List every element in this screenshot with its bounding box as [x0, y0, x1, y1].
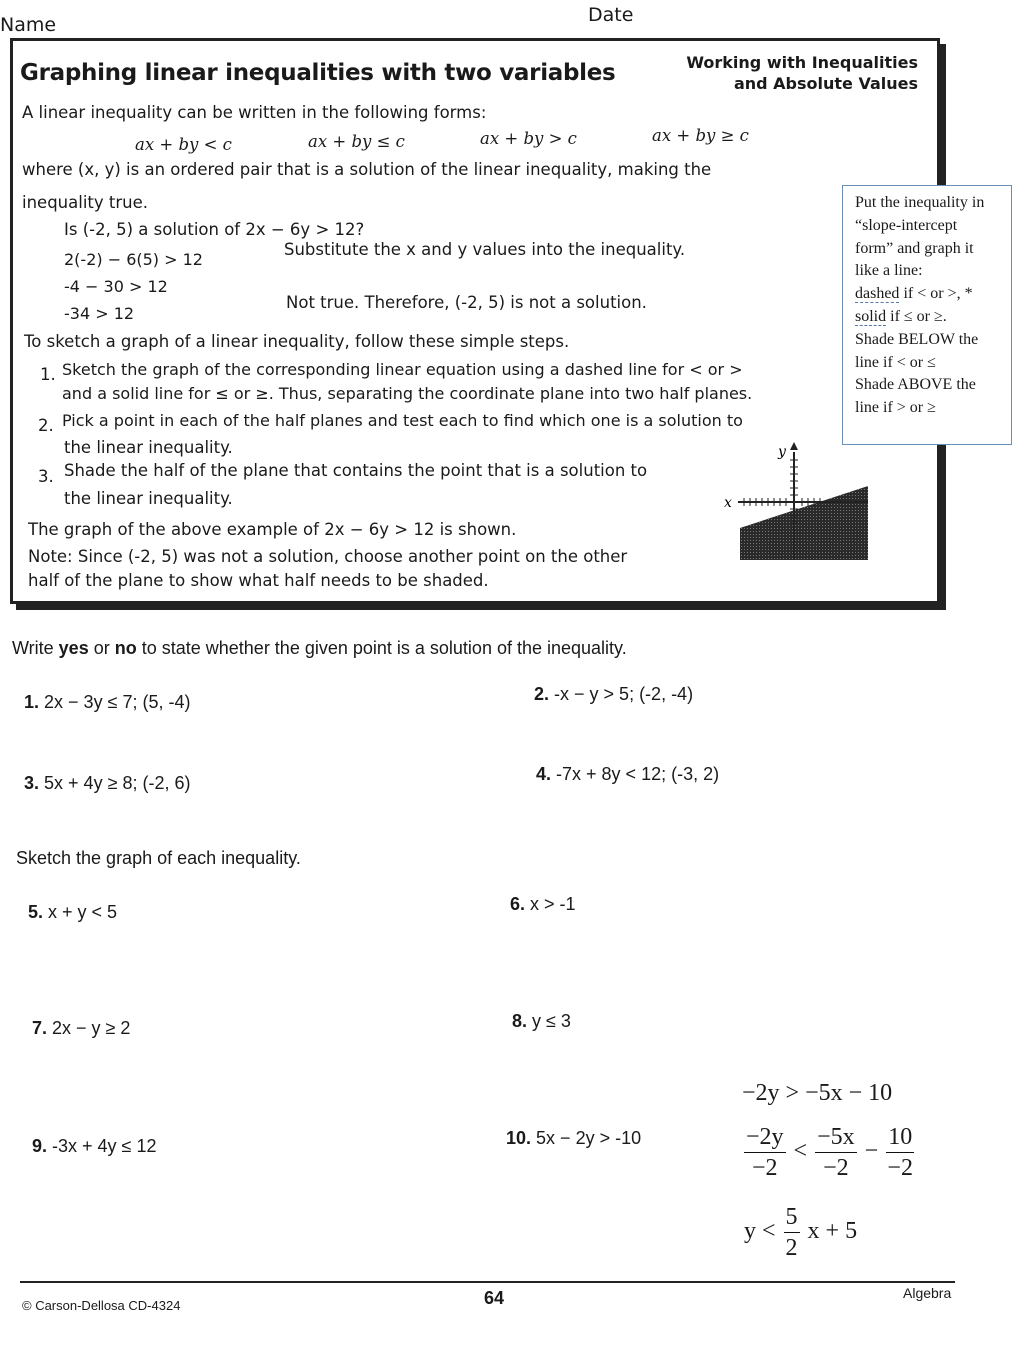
problem-7-text: 2x − y ≥ 2 — [52, 1018, 131, 1038]
problem-7 — [32, 1018, 130, 1039]
problem-9 — [32, 1136, 156, 1157]
fraction-2-denominator: −2 — [823, 1155, 849, 1181]
problem-8-text: y ≤ 3 — [532, 1011, 571, 1031]
subtitle-line-2: and Absolute Values — [733, 74, 918, 93]
section-2-instructions: Sketch the graph of each inequality. — [16, 848, 301, 868]
problem-8 — [512, 1011, 571, 1032]
problem-2-text: -x − y > 5; (-2, -4) — [554, 684, 694, 704]
problem-9-text: -3x + 4y ≤ 12 — [52, 1136, 157, 1156]
problem-10-number: 10. — [506, 1128, 532, 1148]
problem-6-number: 6. — [510, 894, 526, 914]
step-2-number: 2. — [38, 416, 54, 435]
step-3-line-2: the linear inequality. — [64, 489, 233, 508]
form-4: ax + by ≥ c — [652, 126, 749, 145]
footer-book-title: Algebra — [903, 1285, 952, 1301]
note-text-3: form” and graph it — [855, 239, 974, 257]
problem-6-text: x > -1 — [530, 894, 576, 914]
step-2-line-1: Pick a point in each of the half planes and test each to find which one is a solution to — [62, 411, 743, 430]
form-1: ax + by < c — [135, 135, 232, 154]
unit-subtitle — [660, 52, 918, 94]
problem-1-text: 2x − 3y ≤ 7; (5, -4) — [44, 692, 191, 712]
name-label: Name — [0, 14, 57, 36]
step-3-line-1: Shade the half of the plane that contains the point that is a solution to — [64, 461, 648, 480]
page-number: 64 — [484, 1288, 505, 1308]
note-text-4: like a line: — [855, 262, 923, 280]
problem-3-text: 5x + 4y ≥ 8; (-2, 6) — [44, 773, 191, 793]
note-line-1: Note: Since (-2, 5) was not a solution, choose another point on the other — [28, 547, 628, 566]
note-dashed-line — [855, 283, 1005, 306]
instr-part-a: Write — [12, 638, 59, 658]
fraction-2-numerator: −5x — [815, 1122, 857, 1153]
note-text-7: Shade BELOW the — [855, 330, 979, 348]
not-true-text: Not true. Therefore, (-2, 5) is not a solution. — [286, 293, 647, 312]
fraction-2 — [815, 1122, 857, 1183]
problem-1-number: 1. — [24, 692, 40, 712]
instr-part-c: to state whether the given point is a solution of the inequality. — [136, 638, 627, 658]
date-label: Date — [588, 4, 634, 26]
footer-rule — [20, 1281, 955, 1283]
copyright: © Carson-Dellosa CD-4324 — [22, 1298, 181, 1313]
fraction-1-denominator: −2 — [752, 1155, 778, 1181]
worked-line-2 — [742, 1122, 916, 1183]
x-axis-label: x — [724, 495, 732, 511]
fraction-1 — [744, 1122, 786, 1183]
fraction-4-numerator: 5 — [784, 1202, 800, 1233]
problem-2-number: 2. — [534, 684, 550, 704]
y-axis-label: y — [778, 444, 786, 460]
step-3-number: 3. — [38, 467, 54, 486]
problem-4-text: -7x + 8y < 12; (-3, 2) — [556, 764, 720, 784]
problem-2 — [534, 684, 693, 705]
y-arrow-icon — [790, 442, 798, 450]
substitute-text: Substitute the x and y values into the inequality. — [284, 240, 686, 259]
step-2-line-2: the linear inequality. — [64, 438, 233, 457]
note-solid-rule: if ≤ or ≥. — [886, 307, 947, 325]
where-line-2: inequality true. — [22, 193, 148, 212]
intro-text: A linear inequality can be written in the following forms: — [22, 103, 487, 122]
work-step-2: -4 − 30 > 12 — [64, 277, 168, 296]
worked-line-1: −2y > −5x − 10 — [742, 1080, 893, 1106]
worked-line-3 — [744, 1202, 857, 1263]
example-graph — [722, 440, 872, 566]
note-text-2: “slope-intercept — [855, 216, 958, 234]
note-line-2: half of the plane to show what half needs to be shaded. — [28, 571, 489, 590]
note-solid-line — [855, 306, 1005, 329]
note-dashed-rule: if < or >, * — [899, 285, 973, 303]
where-line-1: where (x, y) is an ordered pair that is a solution of the linear inequality, making the — [22, 160, 712, 179]
problem-5-text: x + y < 5 — [48, 902, 118, 922]
note-text-9: Shade ABOVE the — [855, 376, 976, 394]
step-1-line-1: Sketch the graph of the corresponding linear equation using a dashed line for < or > — [62, 360, 743, 379]
page-title: Graphing linear inequalities with two variables — [20, 60, 616, 86]
subtitle-line-1: Working with Inequalities — [686, 53, 918, 72]
form-2: ax + by ≤ c — [308, 132, 405, 151]
note-text-8: line if < or ≤ — [855, 353, 936, 371]
problem-4-number: 4. — [536, 764, 552, 784]
problem-3-number: 3. — [24, 773, 40, 793]
work-step-1: 2(-2) − 6(5) > 12 — [64, 250, 203, 269]
worked-operator-1: < — [793, 1138, 808, 1165]
problem-4 — [536, 764, 719, 785]
fraction-3-numerator: 10 — [886, 1122, 914, 1153]
problem-1 — [24, 692, 190, 713]
problem-10-text: 5x − 2y > -10 — [536, 1128, 642, 1148]
problem-6 — [510, 894, 576, 915]
fraction-3-denominator: −2 — [887, 1155, 913, 1181]
problem-10 — [506, 1128, 641, 1149]
worked-tail: x + 5 — [807, 1218, 858, 1245]
worked-y-less: y < — [744, 1218, 776, 1245]
example-question: Is (-2, 5) a solution of 2x − 6y > 12? — [64, 220, 365, 239]
problem-3 — [24, 773, 190, 794]
form-3: ax + by > c — [480, 129, 577, 148]
graph-shown-text: The graph of the above example of 2x − 6y > 12 is shown. — [28, 520, 517, 539]
instr-no: no — [114, 638, 137, 658]
worked-operator-2: − — [864, 1138, 879, 1165]
slope-intercept-note — [842, 185, 1012, 445]
problem-5-number: 5. — [28, 902, 44, 922]
section-1-instructions — [12, 638, 627, 659]
note-text-10: line if > or ≥ — [855, 399, 936, 417]
problem-7-number: 7. — [32, 1018, 48, 1038]
instr-yes: yes — [58, 638, 89, 658]
instr-part-b: or — [88, 638, 115, 658]
steps-intro: To sketch a graph of a linear inequality, follow these simple steps. — [24, 332, 570, 351]
step-1-line-2: and a solid line for ≤ or ≥. Thus, separating the coordinate plane into two half planes. — [62, 384, 753, 403]
fraction-1-numerator: −2y — [744, 1122, 786, 1153]
fraction-4-denominator: 2 — [785, 1235, 798, 1261]
note-dashed-word: dashed — [855, 285, 900, 303]
problem-5 — [28, 902, 117, 923]
fraction-4 — [784, 1202, 800, 1263]
problem-9-number: 9. — [32, 1136, 48, 1156]
note-solid-word: solid — [855, 307, 887, 325]
step-1-number: 1. — [40, 365, 56, 384]
work-step-3: -34 > 12 — [64, 304, 135, 323]
fraction-3 — [886, 1122, 914, 1183]
problem-8-number: 8. — [512, 1011, 528, 1031]
note-text-1: Put the inequality in — [855, 194, 985, 211]
shaded-region — [740, 486, 868, 560]
